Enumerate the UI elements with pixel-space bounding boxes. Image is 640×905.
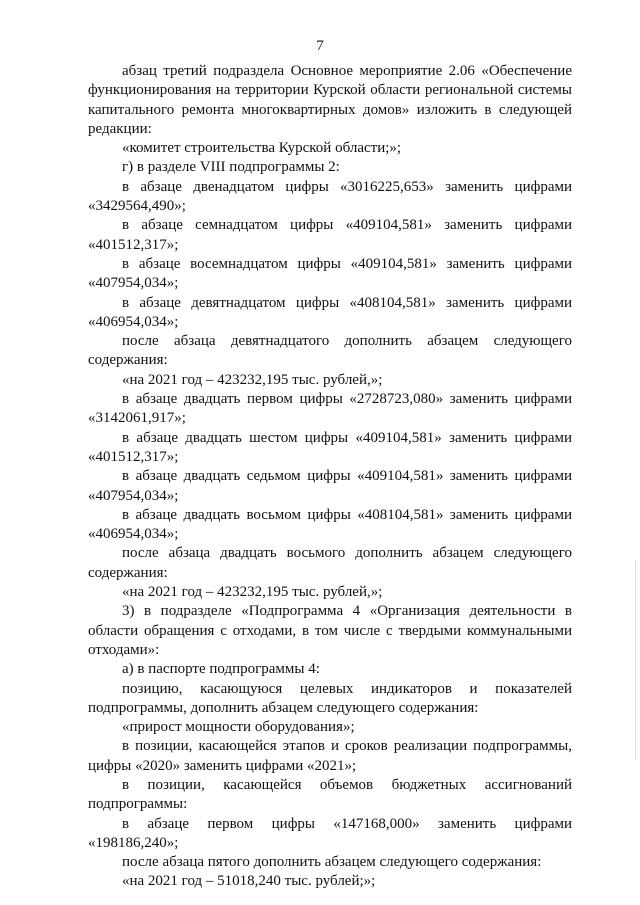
paragraph [88, 216, 572, 255]
paragraph [88, 467, 572, 506]
paragraph [88, 602, 572, 660]
paragraph [88, 544, 572, 583]
paragraph [88, 776, 572, 815]
text-line: содержания: [88, 352, 168, 369]
paragraph [88, 872, 572, 891]
text-line: абзац третий подраздела Основное мероприятие 2.06 «Обеспечение [122, 63, 572, 79]
text-line: «комитет строительства Курской области;»; [122, 140, 402, 157]
text-line: отходами»: [88, 641, 160, 658]
text-line: 3) в подразделе «Подпрограмма 4 «Организация деятельности в [122, 603, 572, 620]
text-line: «на 2021 год – 51018,240 тыс. рублей;»; [122, 873, 376, 890]
paragraph [88, 660, 572, 679]
paragraph [88, 718, 572, 737]
paragraph [88, 815, 572, 854]
text-line: «прирост мощности оборудования»; [122, 719, 355, 736]
document-body [88, 62, 572, 892]
text-line: после абзаца пятого дополнить абзацем следующего содержания: [122, 854, 542, 871]
paragraph [88, 178, 572, 217]
text-line: в абзаце двадцать седьмом цифры «409104,581» заменить цифрами [122, 468, 572, 485]
paragraph [88, 680, 572, 719]
text-line: в позиции, касающейся объемов бюджетных ассигнований [122, 776, 572, 793]
text-line: «406954,034»; [88, 313, 179, 330]
text-line: «на 2021 год – 423232,195 тыс. рублей,»; [122, 584, 383, 601]
paragraph [88, 371, 572, 390]
text-line: в абзаце первом цифры «147168,000» заменить цифрами [122, 815, 572, 832]
paragraph [88, 158, 572, 177]
text-line: редакции: [88, 120, 152, 137]
text-line: содержания: [88, 564, 168, 581]
paragraph [88, 255, 572, 294]
text-line: капитального ремонта многоквартирных домов» изложить в следующей [88, 101, 572, 118]
text-line: «3142061,917»; [88, 410, 186, 427]
text-line: «406954,034»; [88, 526, 179, 543]
text-line: в абзаце восемнадцатом цифры «409104,581» заменить цифрами [122, 255, 572, 272]
text-line: подпрограммы: [88, 796, 188, 813]
paragraph [88, 332, 572, 371]
paragraph [88, 294, 572, 333]
text-line: позицию, касающуюся целевых индикаторов и показателей [122, 680, 572, 697]
text-line: после абзаца двадцать восьмого дополнить абзацем следующего [122, 545, 572, 562]
text-line: области обращения с отходами, в том числе с твердыми коммунальными [88, 622, 572, 639]
text-line: цифры «2020» заменить цифрами «2021»; [88, 757, 357, 774]
text-line: «на 2021 год – 423232,195 тыс. рублей,»; [122, 371, 383, 388]
text-line: «407954,034»; [88, 487, 179, 504]
text-line: «407954,034»; [88, 275, 179, 292]
text-line: «198186,240»; [88, 834, 179, 851]
text-line: функционирования на территории Курской области региональной системы [88, 82, 572, 99]
paragraph [88, 139, 572, 158]
text-line: «401512,317»; [88, 236, 179, 253]
text-line: после абзаца девятнадцатого дополнить абзацем следующего [122, 333, 572, 350]
text-line: в абзаце двадцать шестом цифры «409104,581» заменить цифрами [122, 429, 572, 446]
text-line: в абзаце двадцать восьмом цифры «408104,581» заменить цифрами [122, 506, 572, 523]
paragraph [88, 506, 572, 545]
text-line: в позиции, касающейся этапов и сроков реализации подпрограммы, [122, 738, 572, 755]
text-line: в абзаце двенадцатом цифры «3016225,653» заменить цифрами [122, 178, 572, 195]
text-line: «401512,317»; [88, 448, 179, 465]
paragraph [88, 853, 572, 872]
scan-edge-mark [634, 560, 636, 760]
text-line: в абзаце семнадцатом цифры «409104,581» заменить цифрами [122, 217, 572, 234]
paragraph [88, 583, 572, 602]
text-line: а) в паспорте подпрограммы 4: [122, 661, 320, 678]
paragraph [88, 62, 572, 139]
paragraph [88, 429, 572, 468]
text-line: в абзаце двадцать первом цифры «2728723,080» заменить цифрами [122, 391, 572, 408]
text-line: подпрограммы, дополнить абзацем следующего содержания: [88, 699, 479, 716]
text-line: в абзаце девятнадцатом цифры «408104,581» заменить цифрами [122, 294, 572, 311]
page-number: 7 [316, 38, 324, 54]
paragraph [88, 390, 572, 429]
text-line: г) в разделе VIII подпрограммы 2: [122, 159, 340, 176]
text-line: «3429564,490»; [88, 198, 186, 215]
paragraph [88, 737, 572, 776]
